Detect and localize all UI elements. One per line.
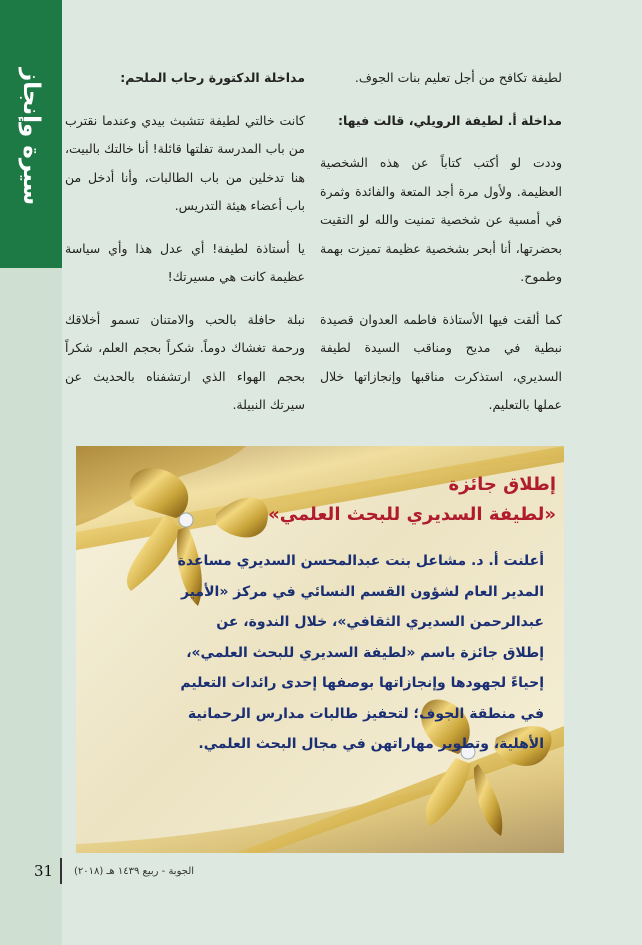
section-sidebar — [0, 0, 62, 268]
paragraph-lead: مداخلة أ. لطيفة الرويلي، قالت فيها: — [337, 112, 562, 128]
paragraph: وددت لو أكتب كتاباً عن هذه الشخصية العظيمة. ولأول مرة أجد المتعة والفائدة وثمرة في أمسية عن شخصية تمنيت والله لو التقيت بحضرتها، أنا أبحر بشخصية عظيمة تميزت بهمة وطموح. — [320, 155, 562, 284]
paragraph: كما ألقت فيها الأستاذة فاطمه العدوان قصيدة نبطية في مديح ومناقب السيدة لطيفة السديري، استذكرت مناقبها وإنجازاتها خلال عملها بالتعليم. — [320, 311, 562, 412]
page-number: 31 — [34, 862, 54, 880]
award-banner — [76, 446, 564, 853]
paragraph: كانت خالتي لطيفة تتشبث بيدي وعندما نقترب من باب المدرسة تفلتها قائلة! أنا خالتك بالبيت، هنا تدخلين من باب الطالبات، وأنا أدخل من باب أعضاء هيئة التدريس. — [65, 112, 305, 213]
paragraph: لطيفة تكافح من أجل تعليم بنات الجوف. — [354, 70, 562, 85]
left-margin-band — [0, 268, 62, 945]
left-text-column — [65, 64, 305, 434]
banner-title: إطلاق جائزة «لطيفة السديري للبحث العلمي» — [268, 474, 556, 525]
right-text-column — [320, 64, 562, 434]
issue-info: الجوبة - ربيع ١٤٣٩ هـ (٢٠١٨) — [74, 866, 195, 877]
diamond-icon — [179, 513, 193, 527]
footer-divider — [60, 858, 62, 884]
paragraph: نبلة حافلة بالحب والامتنان تسمو أخلاقك ورحمة تغشاك دوماً. شكراً بحجم العلم، شكراً بحجم الهواء الذي ارتشفناه بالحديث عن سيرتك النبيلة. — [65, 311, 305, 412]
section-title: سيرة وإنجاز — [18, 68, 44, 206]
paragraph-lead: مداخلة الدكتورة رحاب الملحم: — [120, 70, 305, 85]
banner-body: أعلنت أ. د. مشاعل بنت عبدالمحسن السديري مساعدة المدير العام لشؤون القسم النسائي في مركز «الأمير عبدالرحمن السديري الثقافي»، خلال الندوة، عن إطلاق جائزة باسم «لطيفة السديري للبحث العلمي»، إحياءً لجهودها وإنجازاتها بوصفها إحدى رائدات التعليم في منطقة الجوف؛ لتحفيز طالبات مدارس الرحمانية الأهلية، وتطوير مهاراتهن في مجال البحث العلمي. — [177, 553, 544, 752]
paragraph: يا أستاذة لطيفة! أي عدل هذا وأي سياسة عظيمة كانت هي مسيرتك! — [65, 240, 305, 284]
